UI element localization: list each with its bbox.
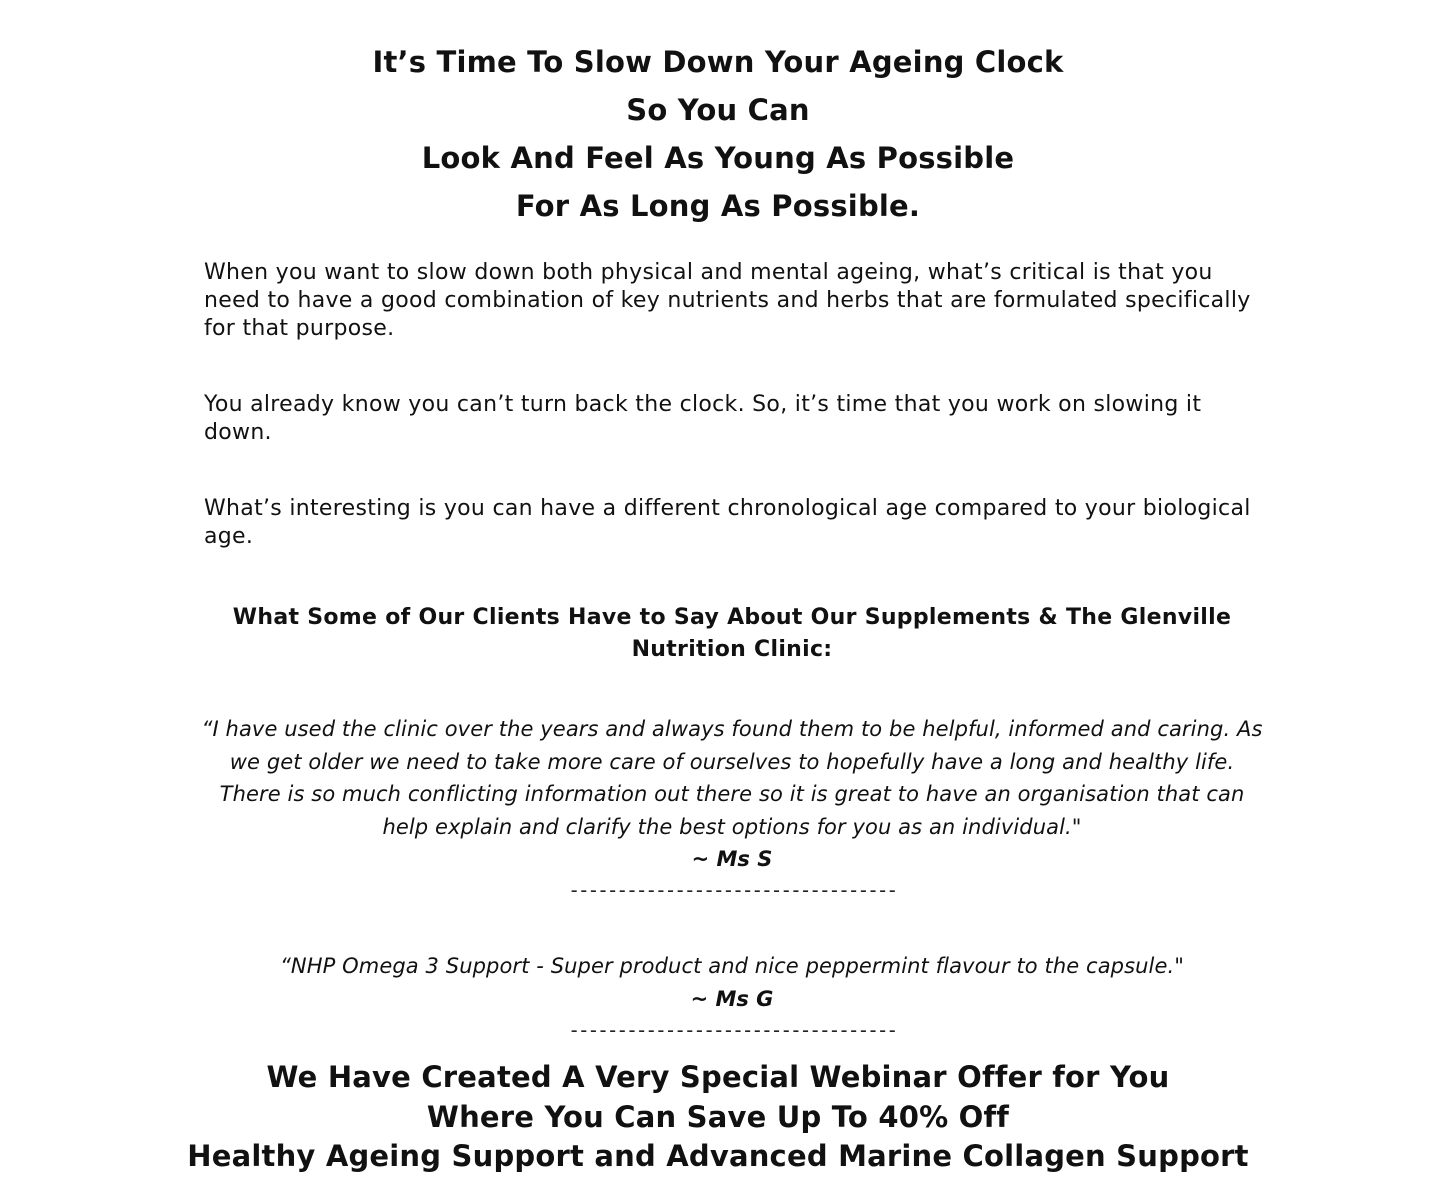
- body-paragraph-biological-age: What’s interesting is you can have a different chronological age compared to your biological age.: [204, 496, 1251, 549]
- testimonial-author: ~ Ms S: [691, 847, 773, 871]
- headline-line: It’s Time To Slow Down Your Ageing Clock: [372, 45, 1064, 79]
- testimonial-ms-g: [200, 950, 1264, 1045]
- testimonial-quote: “NHP Omega 3 Support - Super product and nice peppermint flavour to the capsule.": [279, 954, 1185, 978]
- offer-line: Healthy Ageing Support and Advanced Marine Collagen Support: [187, 1139, 1249, 1173]
- body-paragraph-nutrients: When you want to slow down both physical and mental ageing, what’s critical is that you need to have a good combination of key nutrients and herbs that are formulated specifically for that purpose.: [204, 260, 1251, 341]
- testimonial-ms-s: [200, 713, 1264, 905]
- testimonial-quote: “I have used the clinic over the years and always found them to be helpful, informed and caring. As we get older we need to take more care of ourselves to hopefully have a long and healthy life. There is so much conflicting information out there so it is great to have an organisation that can help explain and clarify the best options for you as an individual.": [201, 717, 1263, 839]
- webinar-offer-heading: [0, 1058, 1436, 1177]
- main-headline: [0, 38, 1436, 230]
- offer-line: Where You Can Save Up To 40% Off: [426, 1099, 1010, 1134]
- testimonial-author: ~ Ms G: [690, 986, 774, 1011]
- headline-line: For As Long As Possible.: [515, 189, 921, 223]
- body-paragraph-clock: You already know you can’t turn back the clock. So, it’s time that you work on slowing it down.: [204, 392, 1202, 445]
- offer-line: We Have Created A Very Special Webinar Offer for You: [266, 1060, 1170, 1094]
- testimonials-heading: What Some of Our Clients Have to Say About Our Supplements & The Glenville Nutrition Clinic:: [232, 605, 1232, 662]
- headline-line: So You Can: [626, 93, 810, 127]
- testimonial-divider: ----------------------------------: [568, 1017, 896, 1042]
- testimonial-divider: ----------------------------------: [568, 878, 896, 902]
- headline-line: Look And Feel As Young As Possible: [421, 141, 1015, 175]
